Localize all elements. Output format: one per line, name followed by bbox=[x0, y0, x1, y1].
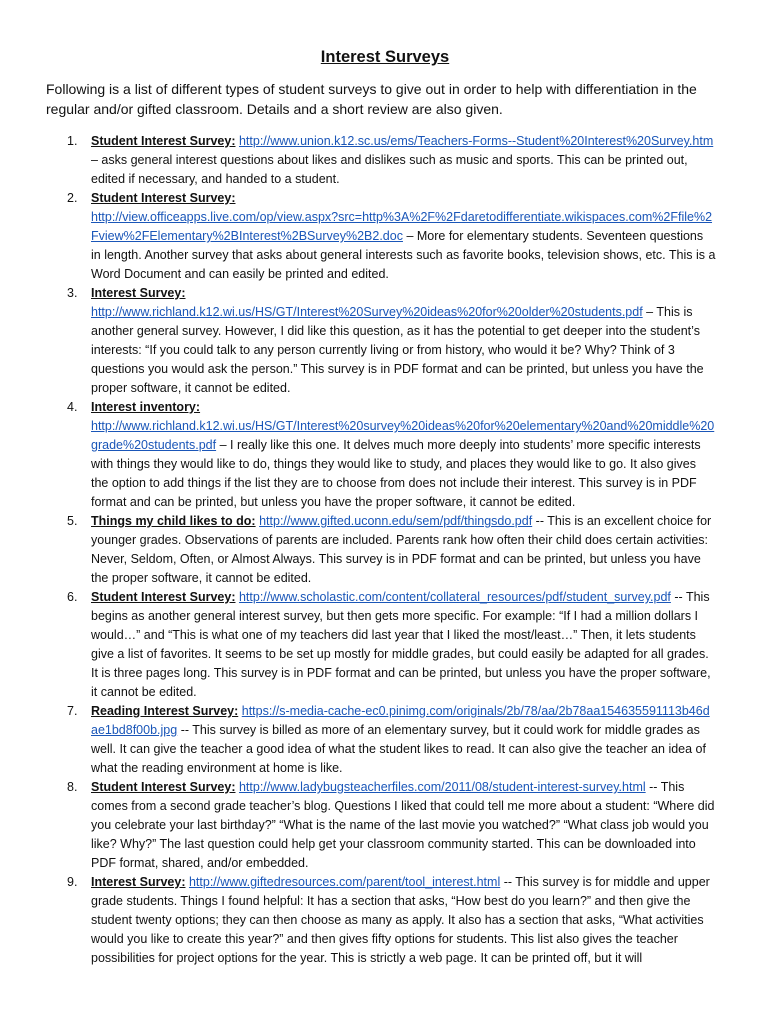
item-description: – I really like this one. It delves much more deeply into students’ more specific interests with things they would like to do, things they would like to study, and places they would like to go. It also gives the option to add things if the list they are to choose from does not include their interest. This survey is in PDF format and can be printed, but unless you have the proper software, it cannot be edited. bbox=[91, 438, 701, 509]
item-number: 9. bbox=[67, 875, 78, 889]
item-number: 1. bbox=[67, 134, 78, 148]
list-item bbox=[46, 189, 716, 284]
item-number: 7. bbox=[67, 704, 78, 718]
item-description: -- This is an excellent choice for younger grades. Observations of parents are included. Parents rank how often their child does certain activities: Never, Seldom, Often, or Almost Always. This survey is in PDF format and can be printed, but unless you have the proper software, it cannot be edited. bbox=[91, 514, 712, 585]
item-link[interactable]: http://www.gifted.uconn.edu/sem/pdf/thingsdo.pdf bbox=[259, 514, 533, 528]
item-number: 3. bbox=[67, 286, 78, 300]
list-item bbox=[46, 778, 716, 873]
list-item bbox=[46, 512, 716, 588]
list-item bbox=[46, 588, 716, 702]
item-link[interactable]: http://view.officeapps.live.com/op/view.aspx?src=http%3A%2F%2Fdaretodifferentiate.wikispaces.com%2Ffile%2Fview%2FElementary%2BInterest%2BSurvey%2B2.doc bbox=[91, 210, 713, 243]
item-label: Student Interest Survey: bbox=[91, 780, 236, 794]
item-number: 6. bbox=[67, 590, 78, 604]
list-item bbox=[46, 284, 716, 398]
item-description: -- This begins as another general interest survey, but then gets more specific. For example: “If I had a million dollars I would…” and “This is what one of my teachers did last year that I liked the most/least…” Then, it lets students give a list of favorites. It seems to be set up mostly for middle grades, but could easily be adapted for all grades. It is three pages long. This survey is in PDF format and can be printed, but unless you have the proper software, it cannot be edited. bbox=[91, 590, 711, 699]
survey-list bbox=[46, 132, 716, 968]
list-item bbox=[46, 702, 716, 778]
item-number: 8. bbox=[67, 780, 78, 794]
item-label: Interest inventory: bbox=[91, 400, 201, 414]
item-link[interactable]: http://www.union.k12.sc.us/ems/Teachers-Forms--Student%20Interest%20Survey.htm bbox=[238, 134, 714, 148]
list-item bbox=[46, 873, 716, 968]
item-description: – This is another general survey. However, I did like this question, as it has the potential to get deeper into the student’s interests: “If you could talk to any person currently living or from history, who would it be? Why? Think of 3 questions you would ask the person.” This survey is in PDF format and can be printed, but unless you have the proper software, it cannot be edited. bbox=[91, 305, 704, 395]
item-label: Reading Interest Survey: bbox=[91, 704, 239, 718]
item-label: Interest Survey: bbox=[91, 286, 186, 300]
item-label: Things my child likes to do: bbox=[91, 514, 256, 528]
item-number: 2. bbox=[67, 191, 78, 205]
item-link[interactable]: http://www.ladybugsteacherfiles.com/2011/08/student-interest-survey.html bbox=[238, 780, 646, 794]
list-item bbox=[46, 398, 716, 512]
item-label: Student Interest Survey: bbox=[91, 590, 236, 604]
item-label: Student Interest Survey: bbox=[91, 134, 236, 148]
item-label: Student Interest Survey: bbox=[91, 191, 236, 205]
item-description: – asks general interest questions about likes and dislikes such as music and sports. This can be printed out, edited if necessary, and handed to a student. bbox=[91, 153, 688, 186]
item-link[interactable]: https://s-media-cache-ec0.pinimg.com/originals/2b/78/aa/2b78aa154635591113b46dae1bd8f00b.jpg bbox=[91, 704, 710, 737]
item-number: 5. bbox=[67, 514, 78, 528]
item-number: 4. bbox=[67, 400, 78, 414]
item-description: -- This survey is for middle and upper grade students. Things I found helpful: It has a section that asks, “How best do you learn?” and then give the student twenty options; they can then choose as many as apply. It also has a section that asks, “What activities would you like to create this year?” and then gives fifty options for students. This list also gives the teacher possibilities for project options for the year. This is strictly a web page. It can be printed off, but it will bbox=[91, 875, 710, 965]
list-item bbox=[46, 132, 716, 189]
item-link[interactable]: http://www.richland.k12.wi.us/HS/GT/Interest%20Survey%20ideas%20for%20older%20students.pdf bbox=[91, 305, 643, 319]
intro-paragraph: Following is a list of different types of student surveys to give out in order to help with differentiation in the regular and/or gifted classroom. Details and a short review are also given. bbox=[46, 81, 697, 117]
item-description: -- This survey is billed as more of an elementary survey, but it could work for middle grades as well. It can give the teacher a good idea of what the student likes to read. It can also give the teacher an idea of what the reading environment at home is like. bbox=[91, 723, 706, 775]
item-description: – More for elementary students. Seventeen questions in length. Another survey that asks about general interests such as favorite books, television shows, etc. This is a Word Document and can easily be printed and edited. bbox=[91, 229, 716, 281]
item-description: -- This comes from a second grade teacher’s blog. Questions I liked that could tell me more about a student: “Where did you celebrate your last birthday?” “What is the name of the last movie you watched?” “What class job would you like? Why?” The last question could help get your classroom community started. This can be downloaded into PDF format, shared, and/or embedded. bbox=[91, 780, 715, 870]
page-title: Interest Surveys bbox=[320, 48, 450, 66]
item-link[interactable]: http://www.giftedresources.com/parent/tool_interest.html bbox=[188, 875, 501, 889]
item-label: Interest Survey: bbox=[91, 875, 186, 889]
item-link[interactable]: http://www.scholastic.com/content/collateral_resources/pdf/student_survey.pdf bbox=[238, 590, 671, 604]
item-link[interactable]: http://www.richland.k12.wi.us/HS/GT/Interest%20survey%20ideas%20for%20elementary%20and%20middle%20grade%20students.pdf bbox=[91, 419, 715, 452]
